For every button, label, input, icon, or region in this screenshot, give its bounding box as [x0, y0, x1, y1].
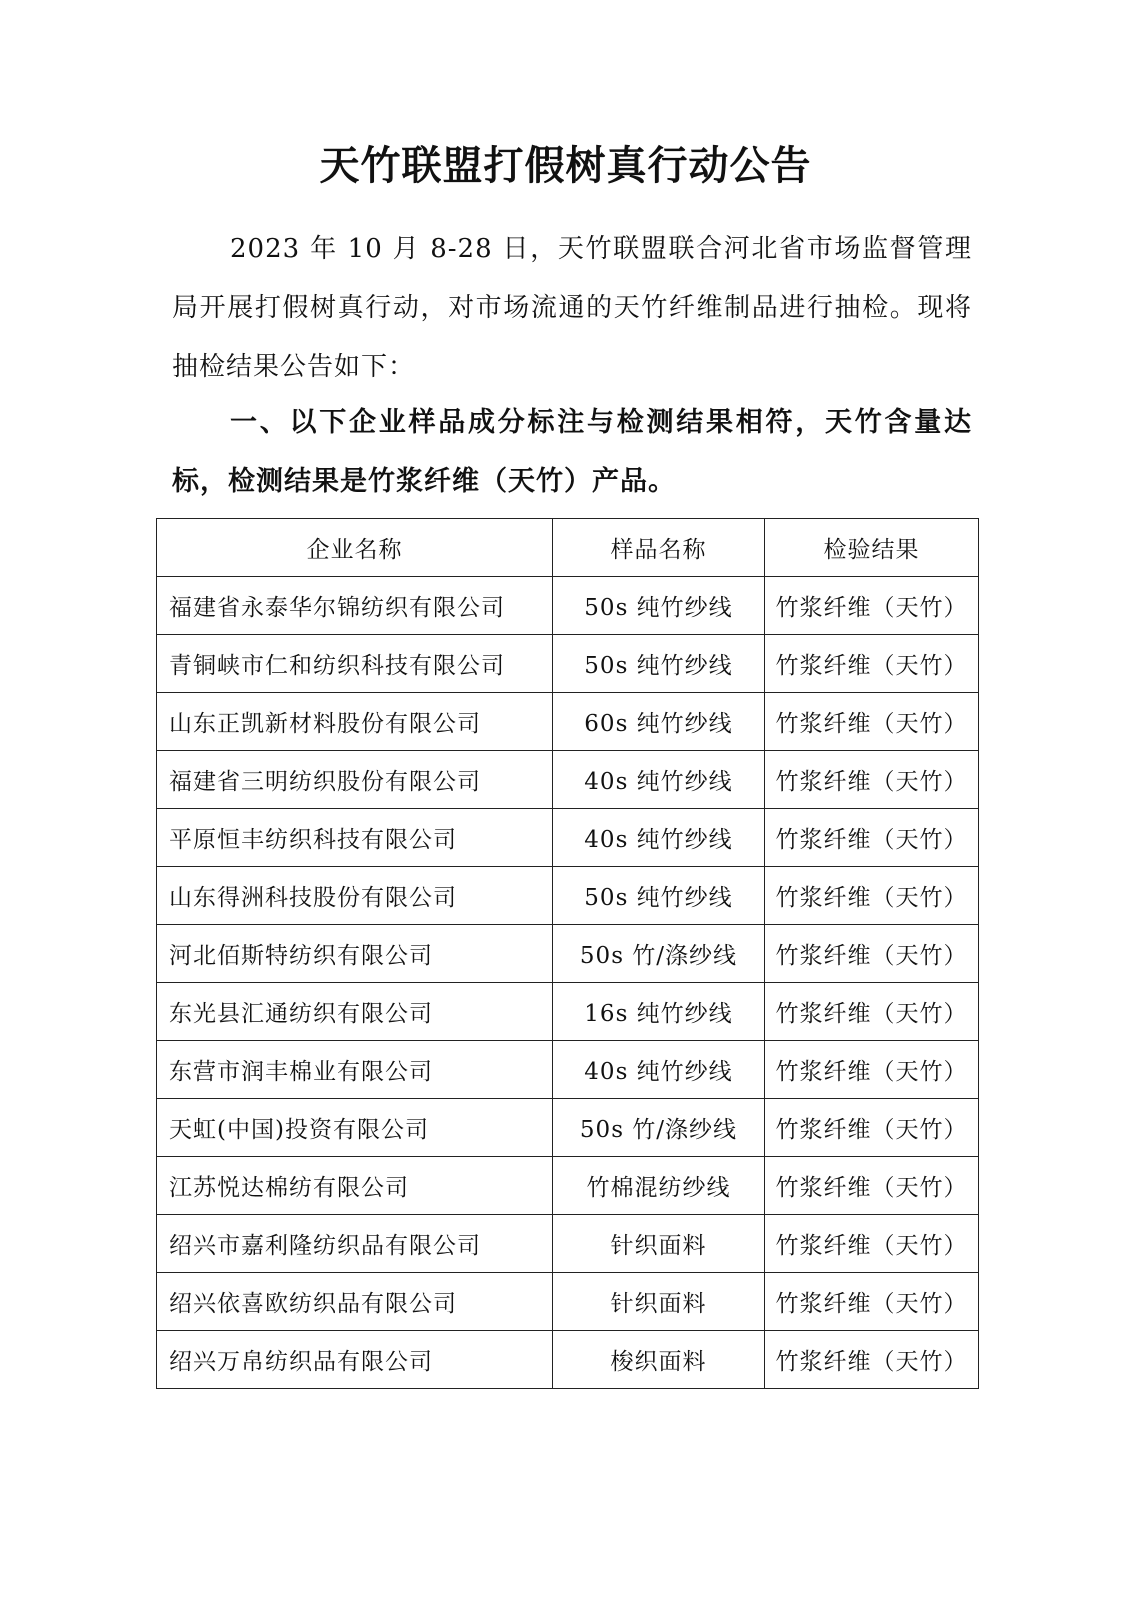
page-title: 天竹联盟打假树真行动公告	[319, 143, 812, 189]
company-name-cell: 天虹(中国)投资有限公司	[157, 1099, 553, 1157]
result-cell: 竹浆纤维（天竹）	[765, 1041, 979, 1099]
sample-name-cell: 针织面料	[553, 1215, 765, 1273]
result-cell: 竹浆纤维（天竹）	[765, 867, 979, 925]
company-name-cell: 平原恒丰纺织科技有限公司	[157, 809, 553, 867]
sample-name-cell: 60s 纯竹纱线	[553, 693, 765, 751]
sample-name-cell: 50s 竹/涤纱线	[553, 1099, 765, 1157]
sample-name-cell: 针织面料	[553, 1273, 765, 1331]
sample-name-cell: 40s 纯竹纱线	[553, 1041, 765, 1099]
table-row	[157, 635, 979, 693]
result-cell: 竹浆纤维（天竹）	[765, 635, 979, 693]
sample-name-cell: 40s 纯竹纱线	[553, 751, 765, 809]
result-cell: 竹浆纤维（天竹）	[765, 925, 979, 983]
company-name-cell: 东营市润丰棉业有限公司	[157, 1041, 553, 1099]
company-name-cell: 山东正凯新材料股份有限公司	[157, 693, 553, 751]
result-cell: 竹浆纤维（天竹）	[765, 1331, 979, 1389]
header-company: 企业名称	[157, 519, 553, 577]
table-row	[157, 751, 979, 809]
result-cell: 竹浆纤维（天竹）	[765, 693, 979, 751]
result-cell: 竹浆纤维（天竹）	[765, 983, 979, 1041]
intro-paragraph: 2023 年 10 月 8-28 日，天竹联盟联合河北省市场监督管理局开展打假树真行动，对市场流通的天竹纤维制品进行抽检。现将抽检结果公告如下：	[172, 234, 972, 382]
company-name-cell: 绍兴依喜欧纺织品有限公司	[157, 1273, 553, 1331]
table-row	[157, 1273, 979, 1331]
sample-name-cell: 50s 竹/涤纱线	[553, 925, 765, 983]
company-name-cell: 河北佰斯特纺织有限公司	[157, 925, 553, 983]
sample-name-cell: 50s 纯竹纱线	[553, 635, 765, 693]
table-row	[157, 1215, 979, 1273]
company-name-cell: 绍兴市嘉利隆纺织品有限公司	[157, 1215, 553, 1273]
results-table	[156, 518, 979, 1389]
table-row	[157, 1099, 979, 1157]
table-header-row	[157, 519, 979, 577]
table-row	[157, 809, 979, 867]
table-row	[157, 693, 979, 751]
result-cell: 竹浆纤维（天竹）	[765, 751, 979, 809]
header-sample: 样品名称	[553, 519, 765, 577]
company-name-cell: 福建省三明纺织股份有限公司	[157, 751, 553, 809]
header-result: 检验结果	[765, 519, 979, 577]
company-name-cell: 绍兴万帛纺织品有限公司	[157, 1331, 553, 1389]
company-name-cell: 东光县汇通纺织有限公司	[157, 983, 553, 1041]
table-row	[157, 1157, 979, 1215]
sample-name-cell: 40s 纯竹纱线	[553, 809, 765, 867]
result-cell: 竹浆纤维（天竹）	[765, 1099, 979, 1157]
result-cell: 竹浆纤维（天竹）	[765, 1157, 979, 1215]
result-cell: 竹浆纤维（天竹）	[765, 577, 979, 635]
company-name-cell: 江苏悦达棉纺有限公司	[157, 1157, 553, 1215]
sample-name-cell: 50s 纯竹纱线	[553, 867, 765, 925]
company-name-cell: 福建省永泰华尔锦纺织有限公司	[157, 577, 553, 635]
table-row	[157, 925, 979, 983]
table-row	[157, 577, 979, 635]
company-name-cell: 青铜峡市仁和纺织科技有限公司	[157, 635, 553, 693]
sample-name-cell: 50s 纯竹纱线	[553, 577, 765, 635]
result-cell: 竹浆纤维（天竹）	[765, 809, 979, 867]
sample-name-cell: 梭织面料	[553, 1331, 765, 1389]
section-1-heading: 一、以下企业样品成分标注与检测结果相符，天竹含量达标，检测结果是竹浆纤维（天竹）产品。	[172, 407, 972, 497]
table-row	[157, 1041, 979, 1099]
table-row	[157, 1331, 979, 1389]
result-cell: 竹浆纤维（天竹）	[765, 1215, 979, 1273]
result-cell: 竹浆纤维（天竹）	[765, 1273, 979, 1331]
table-row	[157, 867, 979, 925]
sample-name-cell: 16s 纯竹纱线	[553, 983, 765, 1041]
table-row	[157, 983, 979, 1041]
company-name-cell: 山东得洲科技股份有限公司	[157, 867, 553, 925]
sample-name-cell: 竹棉混纺纱线	[553, 1157, 765, 1215]
